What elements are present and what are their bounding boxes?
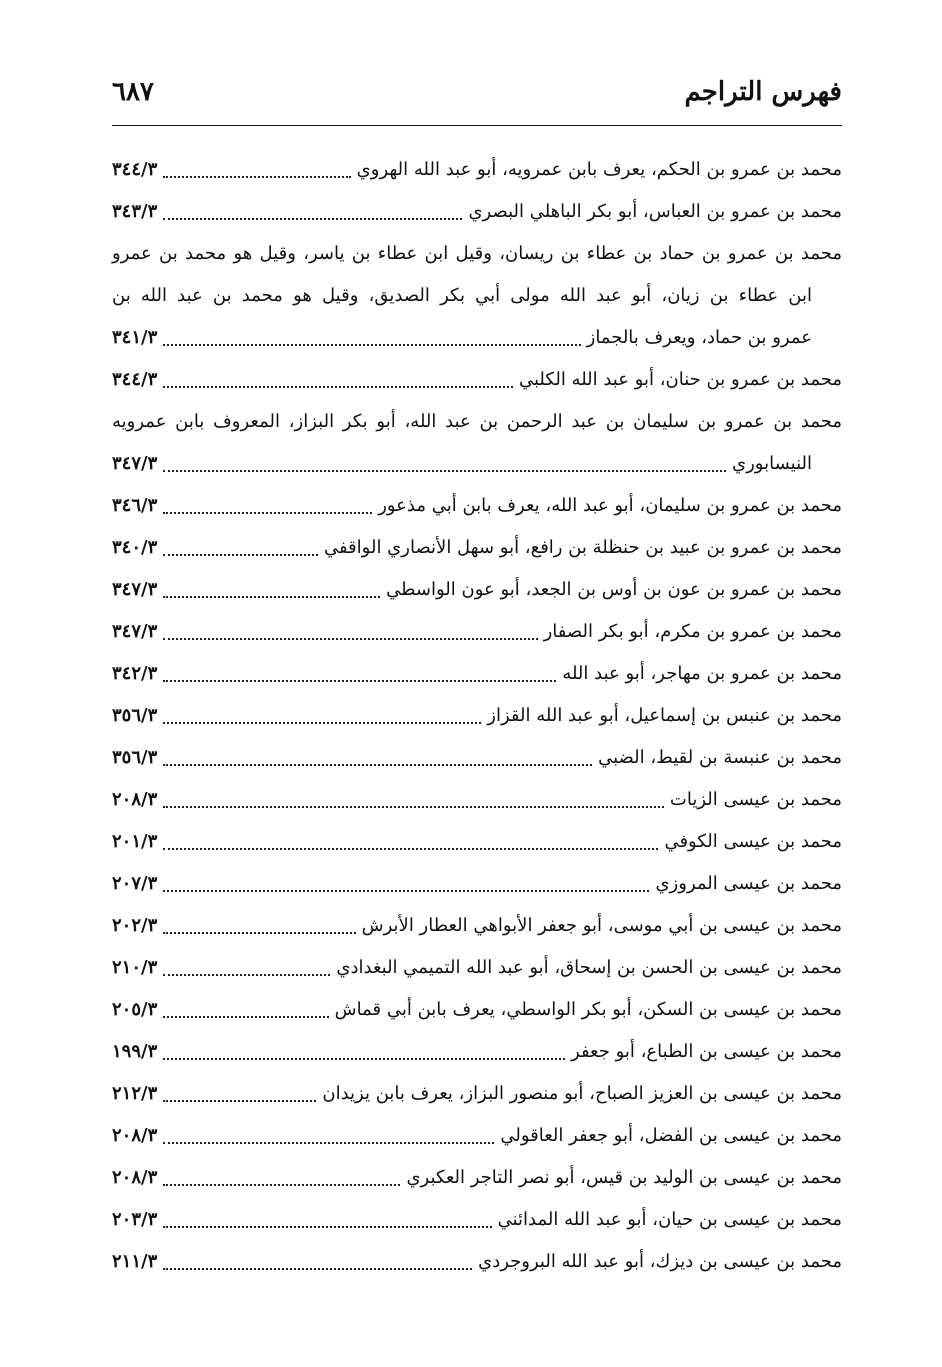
entry-name-line: عمرو بن حماد، ويعرف بالجماز — [586, 327, 812, 348]
leader-dots — [163, 721, 481, 724]
entry-ref: ٢٠١/٣ — [112, 831, 158, 852]
entry-ref: ٢١٠/٣ — [112, 957, 158, 978]
index-entry — [112, 1193, 842, 1235]
leader-dots — [163, 1057, 565, 1060]
index-entry — [112, 1151, 842, 1193]
leader-dots — [163, 217, 462, 220]
leader-dots — [163, 553, 318, 556]
entry-name: محمد بن عمرو بن عبيد بن حنظلة بن رافع، أبو سهل الأنصاري الواقفي — [323, 537, 842, 558]
leader-dots — [163, 679, 556, 682]
leader-dots — [163, 1141, 494, 1144]
entry-ref: ٢٠٨/٣ — [112, 1167, 158, 1188]
entry-ref: ٣٥٦/٣ — [112, 705, 158, 726]
entry-name: محمد بن عمرو بن حنان، أبو عبد الله الكلبي — [519, 369, 842, 390]
leader-dots — [163, 1183, 400, 1186]
entry-ref: ٣٤٢/٣ — [112, 663, 158, 684]
entry-name: محمد بن عيسى بن ديزك، أبو عبد الله البروجردي — [478, 1251, 842, 1272]
index-entry — [112, 143, 842, 185]
entry-ref: ٢٠٥/٣ — [112, 999, 158, 1020]
entry-name: محمد بن عيسى بن الحسن بن إسحاق، أبو عبد الله التميمي البغدادي — [336, 957, 842, 978]
leader-dots — [163, 1225, 491, 1228]
leader-dots — [163, 469, 726, 472]
entry-name-line: محمد بن عمرو بن سليمان بن عبد الرحمن بن عبد الله، أبو بكر البزاز، المعروف بابن عمرويه — [112, 411, 842, 432]
entry-ref: ٢٠٢/٣ — [112, 915, 158, 936]
index-entry-line — [112, 227, 842, 269]
index-entry — [112, 647, 842, 689]
entry-ref: ٢٠٣/٣ — [112, 1209, 158, 1230]
entry-ref: ٣٤٦/٣ — [112, 495, 158, 516]
entry-name: محمد بن عمرو بن العباس، أبو بكر الباهلي البصري — [468, 201, 842, 222]
leader-dots — [163, 175, 350, 178]
leader-dots — [163, 343, 580, 346]
page-header — [112, 70, 842, 114]
entry-ref: ٢١١/٣ — [112, 1251, 158, 1272]
index-entry — [112, 185, 842, 227]
header-rule — [112, 125, 842, 126]
index-entry — [112, 1025, 842, 1067]
entry-ref: ٣٤٧/٣ — [112, 453, 158, 474]
entry-name: محمد بن عنبسة بن لقيط، الضبي — [598, 747, 842, 768]
entry-ref: ٣٤٤/٣ — [112, 369, 158, 390]
entry-name: محمد بن عمرو بن مهاجر، أبو عبد الله — [562, 663, 842, 684]
entry-name: محمد بن عيسى المروزي — [655, 873, 842, 894]
page-number: ٦٨٧ — [112, 77, 154, 107]
entry-name: محمد بن عمرو بن سليمان، أبو عبد الله، يعرف بابن أبي مذعور — [378, 495, 842, 516]
leader-dots — [163, 1267, 472, 1270]
entry-ref: ٣٤١/٣ — [112, 327, 158, 348]
entry-ref: ٢٠٨/٣ — [112, 789, 158, 810]
entry-name: محمد بن عيسى بن العزيز الصباح، أبو منصور البزاز، يعرف بابن يزيدان — [322, 1083, 842, 1104]
index-entry — [112, 941, 842, 983]
entry-ref: ٢٠٧/٣ — [112, 873, 158, 894]
leader-dots — [163, 1015, 328, 1018]
leader-dots — [163, 763, 592, 766]
index-entry — [112, 857, 842, 899]
entry-name: محمد بن عيسى بن الطباع، أبو جعفر — [571, 1041, 842, 1062]
entry-ref: ٣٤٧/٣ — [112, 579, 158, 600]
index-entry — [112, 773, 842, 815]
index-entry — [112, 815, 842, 857]
entry-ref: ٣٤٣/٣ — [112, 201, 158, 222]
index-entry — [112, 1109, 842, 1151]
index-entry-line — [112, 437, 842, 479]
leader-dots — [163, 847, 658, 850]
index-entry-line — [112, 269, 842, 311]
entry-ref: ٣٤٠/٣ — [112, 537, 158, 558]
index-entry — [112, 1235, 842, 1277]
leader-dots — [163, 973, 330, 976]
entry-name: محمد بن عمرو بن الحكم، يعرف بابن عمرويه، أبو عبد الله الهروي — [356, 159, 842, 180]
entry-ref: ٣٥٦/٣ — [112, 747, 158, 768]
index-entry — [112, 353, 842, 395]
entry-name: محمد بن عيسى بن الوليد بن قيس، أبو نصر التاجر العكبري — [406, 1167, 842, 1188]
entry-name: محمد بن عيسى الكوفي — [664, 831, 842, 852]
entry-name: محمد بن عيسى بن السكن، أبو بكر الواسطي، يعرف بابن أبي قماش — [334, 999, 842, 1020]
entry-name: محمد بن عنبس بن إسماعيل، أبو عبد الله القزاز — [487, 705, 842, 726]
index-entry — [112, 605, 842, 647]
entry-ref: ١٩٩/٣ — [112, 1041, 158, 1062]
entry-name: محمد بن عيسى الزيات — [669, 789, 842, 810]
entry-name: محمد بن عمرو بن مكرم، أبو بكر الصفار — [543, 621, 842, 642]
entry-name-line: النيسابوري — [732, 453, 812, 474]
leader-dots — [163, 385, 513, 388]
index-entry — [112, 689, 842, 731]
entry-ref: ٢١٢/٣ — [112, 1083, 158, 1104]
leader-dots — [163, 931, 355, 934]
entry-name: محمد بن عيسى بن حيان، أبو عبد الله المدائني — [497, 1209, 842, 1230]
entry-name-line: محمد بن عمرو بن حماد بن عطاء بن ريسان، وقيل ابن عطاء بن ياسر، وقيل هو محمد بن عمرو — [112, 243, 842, 264]
leader-dots — [163, 889, 649, 892]
index-entry-line — [112, 395, 842, 437]
index-list — [112, 143, 842, 1277]
leader-dots — [163, 637, 537, 640]
index-entry — [112, 479, 842, 521]
index-entry — [112, 899, 842, 941]
entry-name: محمد بن عمرو بن عون بن أوس بن الجعد، أبو عون الواسطي — [386, 579, 842, 600]
entry-name: محمد بن عيسى بن الفضل، أبو جعفر العاقولي — [500, 1125, 842, 1146]
entry-ref: ٢٠٨/٣ — [112, 1125, 158, 1146]
index-entry — [112, 1067, 842, 1109]
entry-name: محمد بن عيسى بن أبي موسى، أبو جعفر الأبواهي العطار الأبرش — [361, 915, 842, 936]
index-entry — [112, 563, 842, 605]
leader-dots — [163, 595, 380, 598]
page-title: فهرس التراجم — [684, 77, 842, 107]
entry-ref: ٣٤٧/٣ — [112, 621, 158, 642]
index-entry-line — [112, 311, 842, 353]
entry-ref: ٣٤٤/٣ — [112, 159, 158, 180]
entry-name-line: ابن عطاء بن زيان، أبو عبد الله مولى أبي بكر الصديق، وقيل هو محمد بن عبد الله بن — [112, 285, 812, 306]
leader-dots — [163, 1099, 316, 1102]
leader-dots — [163, 511, 372, 514]
index-entry — [112, 521, 842, 563]
index-entry — [112, 983, 842, 1025]
leader-dots — [163, 805, 664, 808]
index-entry — [112, 731, 842, 773]
